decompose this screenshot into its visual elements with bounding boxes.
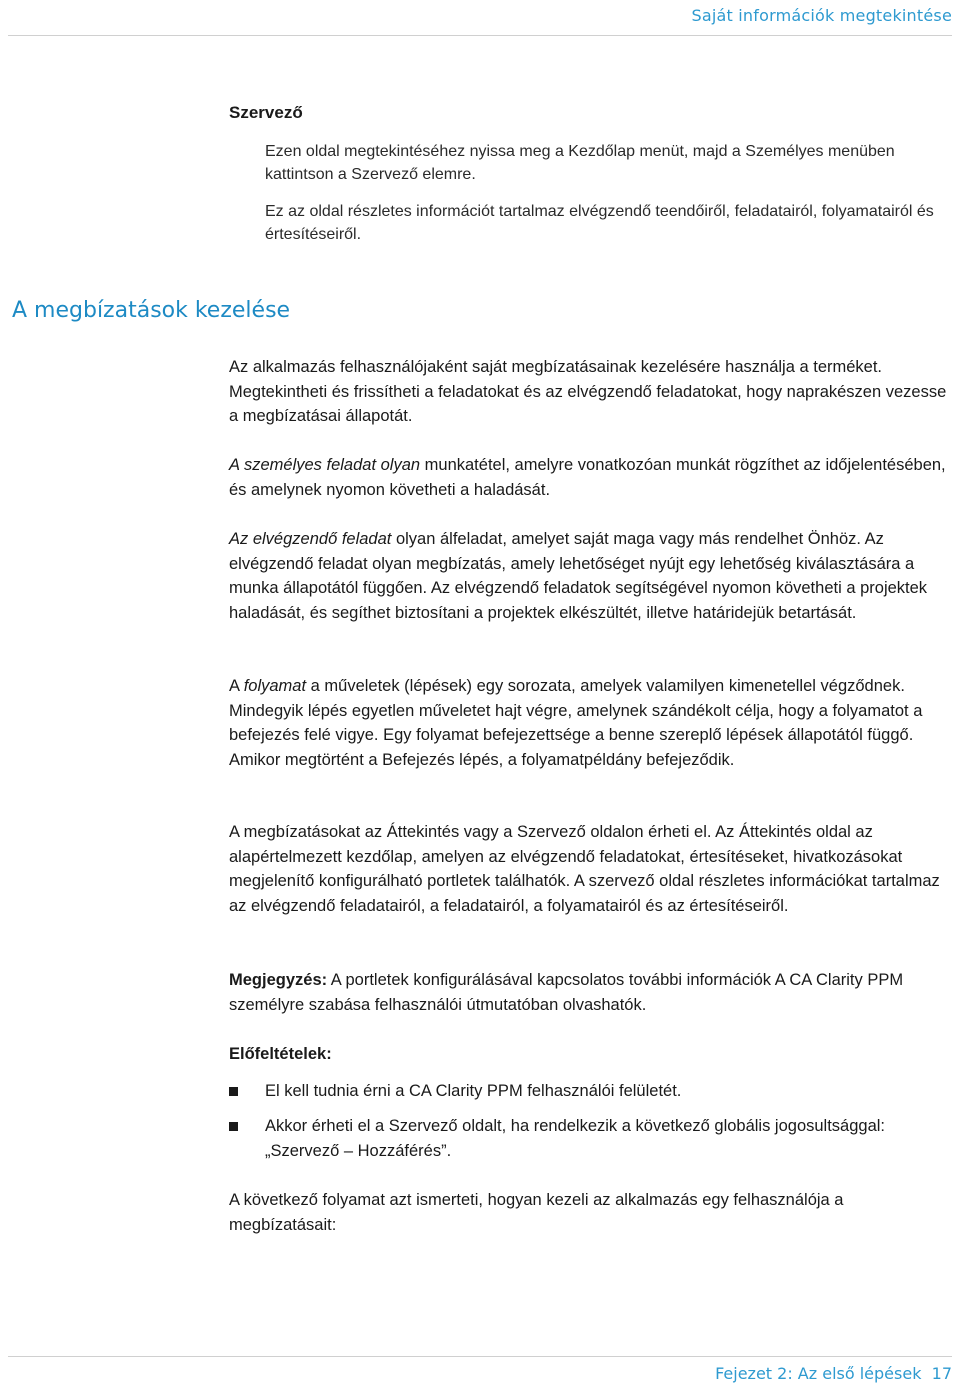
note-text: A portletek konfigurálásával kapcsolatos további információk A CA Clarity PPM személyre szabása felhasználói útmutatóban olvashatók. bbox=[229, 971, 904, 1014]
prereq-list-item bbox=[229, 1079, 953, 1104]
todo-term: Az elvégzendő feladat bbox=[229, 530, 392, 548]
intro-paragraph: Az alkalmazás felhasználójaként saját megbízatásainak kezelésére használja a terméket. Megtekintheti és frissítheti a feladatokat és az elvégzendő feladatokat, hogy naprakészen vezesse a megbízatásai állapotát. bbox=[229, 358, 947, 425]
prereq-item-text: Akkor érheti el a Szervező oldalt, ha rendelkezik a következő globális jogosultsággal: „Szervező – Hozzáférés”. bbox=[265, 1117, 886, 1160]
personal-task-paragraph bbox=[229, 453, 953, 502]
prereq-label: Előfeltételek: bbox=[229, 1045, 332, 1063]
prereq-label-paragraph bbox=[229, 1042, 953, 1067]
szervezo-heading: Szervező bbox=[229, 103, 303, 122]
note-label: Megjegyzés: bbox=[229, 971, 328, 989]
running-footer: Fejezet 2: Az első lépések 17 bbox=[715, 1364, 952, 1383]
access-paragraph: A megbízatásokat az Áttekintés vagy a Szervező oldalon érheti el. Az Áttekintés oldal az alapértelmezett kezdőlap, amelyen az elvégzendő feladatokat, értesítéseket, hivatkozásokat megjelenítő konfigurálható portletek találhatók. A szervező oldal részletes információkat tartalmaz az elvégzendő feladatairól, a feladatairól, a folyamatairól és az értesítéseiről. bbox=[229, 823, 940, 915]
section-heading: A megbízatások kezelése bbox=[12, 298, 291, 323]
closing-paragraph: A következő folyamat azt ismerteti, hogyan kezeli az alkalmazás egy felhasználója a megbízatásait: bbox=[229, 1191, 844, 1234]
header-divider bbox=[8, 35, 952, 36]
note-paragraph bbox=[229, 968, 953, 1017]
process-term: folyamat bbox=[243, 677, 307, 695]
running-header-title: Saját információk megtekintése bbox=[691, 6, 952, 25]
szervezo-paragraph-1: Ezen oldal megtekintéséhez nyissa meg a Kezdőlap menüt, majd a Személyes menüben kattintson a Szervező elemre. bbox=[265, 143, 895, 183]
personal-task-text: munkatétel, amelyre vonatkozóan munkát rögzíthet az időjelentésében, és amelynek nyomon követheti a haladását. bbox=[229, 456, 946, 499]
prereq-list-item bbox=[229, 1114, 953, 1163]
bullet-square-icon bbox=[229, 1122, 238, 1131]
personal-task-term: A személyes feladat olyan bbox=[229, 456, 421, 474]
footer-divider bbox=[8, 1356, 952, 1357]
prereq-item-text: El kell tudnia érni a CA Clarity PPM felhasználói felületét. bbox=[265, 1082, 682, 1100]
process-prefix: A bbox=[229, 677, 244, 695]
todo-paragraph bbox=[229, 527, 953, 625]
szervezo-paragraph-2: Ez az oldal részletes információt tartalmaz elvégzendő teendőiről, feladatairól, folyamatairól és értesítéseiről. bbox=[265, 203, 934, 243]
bullet-square-icon bbox=[229, 1087, 238, 1096]
process-text: a műveletek (lépések) egy sorozata, amelyek valamilyen kimenetellel végződnek. Mindegyik lépés egyetlen műveletet hajt végre, amelynek szándékolt célja, hogy a folyamatot a befejezés felé vigye. Egy folyamat befejezettsége a benne szereplő lépések állapotától függő. Amikor megtörtént a Befejezés lépés, a folyamatpéldány befejeződik. bbox=[229, 677, 923, 769]
process-paragraph bbox=[229, 674, 953, 772]
todo-text: olyan álfeladat, amelyet saját maga vagy más rendelhet Önhöz. Az elvégzendő feladat olyan megbízatás, amely lehetőséget nyújt egy lehetőség kiválasztására a munka állapotától függően. Az elvégzendő feladatok segítségével nyomon követheti a projektek haladását, és segíthet biztosítani a projektek elkészültét, illetve határidejük betartását. bbox=[229, 530, 928, 622]
